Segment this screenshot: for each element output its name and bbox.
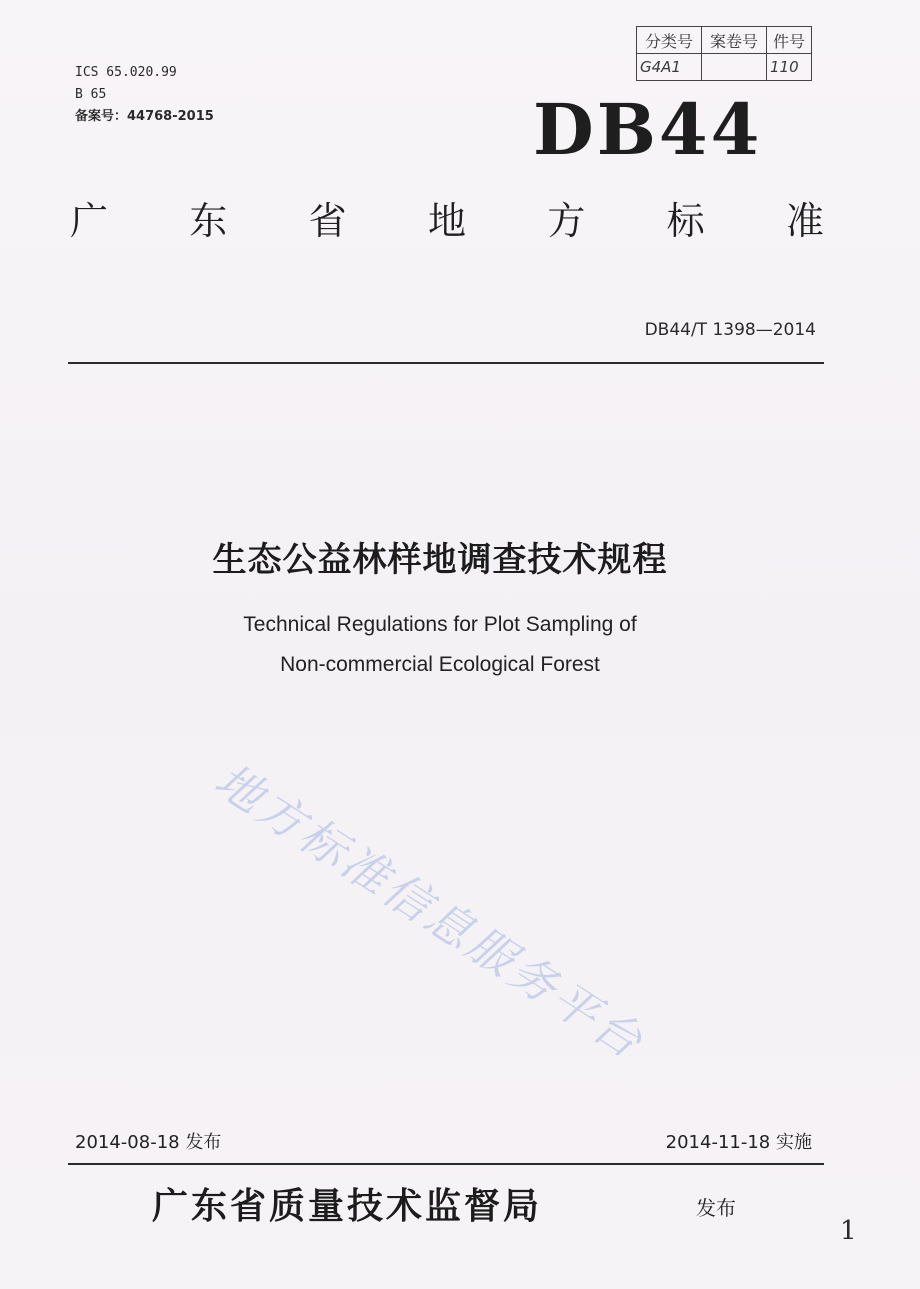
stamp-value-item: 110 <box>767 54 812 81</box>
document-title-en-line2: Non-commercial Ecological Forest <box>280 653 600 676</box>
stamp-header-category: 分类号 <box>637 27 702 54</box>
stamp-value-file <box>702 54 767 81</box>
archive-stamp-table <box>636 26 812 81</box>
implementation-date: 2014-11-18 实施 <box>665 1132 812 1153</box>
standard-type-char: 地 <box>427 199 466 243</box>
stamp-header-file: 案卷号 <box>702 27 767 54</box>
standard-code: DB44 <box>533 88 763 171</box>
top-divider <box>68 362 824 364</box>
standard-type-char: 广 <box>70 199 109 243</box>
stamp-header-item: 件号 <box>767 27 812 54</box>
standard-type-char: 标 <box>666 199 705 243</box>
stamp-value-category: G4A1 <box>637 54 702 81</box>
standard-type-char: 准 <box>785 199 824 243</box>
bottom-divider <box>68 1163 824 1165</box>
ccs-code: B 65 <box>75 87 107 102</box>
issuing-authority: 广东省质量技术监督局 <box>152 1185 543 1227</box>
document-title-en-line1: Technical Regulations for Plot Sampling of <box>243 613 637 636</box>
standard-number: DB44/T 1398—2014 <box>644 320 816 340</box>
page-number: 1 <box>840 1216 857 1246</box>
filing-number: 备案号：44768-2015 <box>75 109 214 124</box>
watermark: 地方标准信息服务平台 <box>205 752 655 1071</box>
ics-code: ICS 65.020.99 <box>75 65 177 80</box>
standard-type-heading <box>70 199 824 243</box>
standard-type-char: 东 <box>189 199 228 243</box>
issuer-action: 发布 <box>696 1196 736 1220</box>
standard-type-char: 方 <box>547 199 586 243</box>
classification-block <box>75 62 214 128</box>
document-title-zh: 生态公益林样地调查技术规程 <box>212 540 668 580</box>
standard-type-char: 省 <box>308 199 347 243</box>
issue-date: 2014-08-18 发布 <box>75 1132 222 1153</box>
